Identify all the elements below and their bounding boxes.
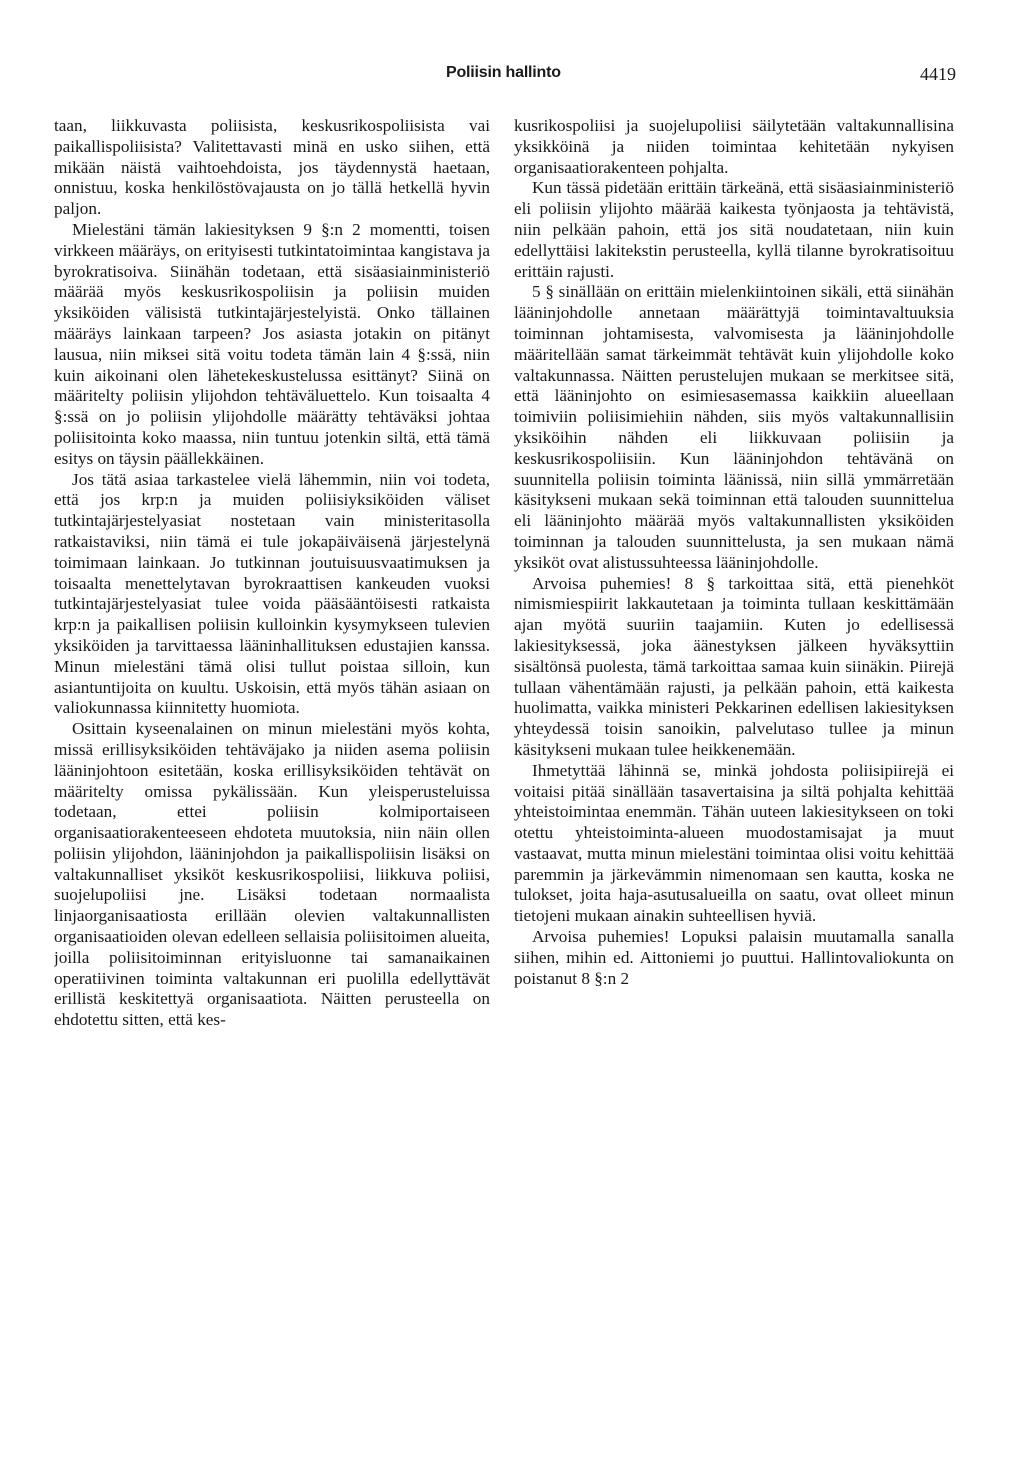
paragraph: Jos tätä asiaa tarkastelee vielä lähemmin, niin voi todeta, että jos krp:n ja muiden poliisiyksiköiden väliset tutkintajärjestelyasiat nostetaan vain ministeritasolla ratkaistaviksi, niin tämä ei tule jokapäiväisenä järjestelynä toimimaan lainkaan. Jo tutkinnan joutuisuusvaatimuksen ja toisaalta menettelytavan byrokraattisen kankeuden vuoksi tutkintajärjestelyasiat tulee voida pääsääntöisesti ratkaista krp:n ja paikallisen poliisin kulloinkin kysymykseen tulevien yksiköiden ja tarvittaessa lääninhallituksen edustajien kanssa. Minun mielestäni tämä olisi tullut poistaa silloin, kun asiantuntijoita on kuultu. Uskoisin, että myös tähän asiaan on valiokunnassa kiinnitetty huomiota. bbox=[54, 469, 490, 718]
right-column bbox=[514, 116, 954, 1416]
paragraph: Arvoisa puhemies! Lopuksi palaisin muutamalla sanalla siihen, mihin ed. Aittoniemi jo puuttui. Hallintovaliokunta on poistanut 8 §:n 2 bbox=[514, 927, 954, 988]
paragraph: Ihmetyttää lähinnä se, minkä johdosta poliisipiirejä ei voitaisi pitää sinällään tasavertaisina ja siltä pohjalta kehittää yhteistoimintaa enemmän. Tähän uuteen lakiesitykseen on toki otettu yhteistoiminta-alueen muodostamisajat ja muut vastaavat, mutta minun mielestäni toimintaa olisi voitu kehittää paremmin ja järkevämmin nimenomaan sen kautta, koska ne tulokset, joita haja-asutusalueilla on saatu, ovat olleet minun tietojeni mukaan ainakin suhteellisen hyviä. bbox=[514, 760, 954, 926]
left-column bbox=[54, 116, 490, 1416]
paragraph: kusrikospoliisi ja suojelupoliisi säilytetään valtakunnallisina yksikköinä ja niiden toimintaa kehitetään nykyisen organisaatiorakenteen pohjalta. bbox=[514, 116, 954, 177]
running-header bbox=[0, 64, 1024, 88]
running-title: Poliisin hallinto bbox=[446, 64, 561, 81]
paragraph: taan, liikkuvasta poliisista, keskusrikospoliisista vai paikallispoliisista? Valitettavasti minä en usko siihen, että mikään näistä vaihtoehdoista, jos täydennystä haetaan, onnistuu, koska henkilöstövajausta on jo tällä hetkellä hyvin paljon. bbox=[54, 116, 490, 219]
paragraph: Kun tässä pidetään erittäin tärkeänä, että sisäasiainministeriö eli poliisin ylijohto määrää kaikesta työnjaosta ja tehtävistä, niin pelkään pahoin, että jos sitä noudatetaan, niin kuin edellyttäisi lakitekstin perusteella, kyllä tilanne byrokratisoituu erittäin rajusti. bbox=[514, 178, 954, 281]
paragraph: Arvoisa puhemies! 8 § tarkoittaa sitä, että pienehköt nimismiespiirit lakkautetaan ja toiminta tullaan keskittämään ajan myötä suuriin taajamiin. Kuten jo edellisessä lakiesityksessä, joka äänestyksen jälkeen hyväksyttiin sisältönsä puolesta, tämä tarkoittaa samaa kuin siinäkin. Piirejä tullaan vähentämään rajusti, ja pelkään pahoin, että kaikesta huolimatta, vaikka ministeri Pekkarinen edellisen lakiesityksen yhteydessä toisin sanoikin, palvelutaso tullee ja minun käsitykseni mukaan tulee heikkenemään. bbox=[514, 573, 954, 759]
paragraph: 5 § sinällään on erittäin mielenkiintoinen sikäli, että siinähän lääninjohdolle annetaan määrättyjä toimintavaltuuksia toiminnan johtamisesta, valvomisesta ja lääninjohdolle määritellään samat tärkeimmät tehtävät kuin ylijohdolle koko valtakunnassa. Näitten perustelujen mukaan se merkitsee sitä, että lääninjohto on esimiesasemassa kaikkiin alueellaan toimiviin poliisimiehiin nähden, siis myös valtakunnallisiin yksiköihin nähden eli liikkuvaan poliisiin ja keskusrikospoliisiin. Kun lääninjohdon tehtävänä on suunnitella poliisin toiminta läänissä, niin sillä ymmärretään käsitykseni mukaan sekä toiminnan että talouden suunnittelua eli lääninjohto määrää myös valtakunnallisten yksiköiden toiminnan ja talouden suunnittelusta, ja sen mukaan nämä yksiköt ovat alistussuhteessa lääninjohdolle. bbox=[514, 282, 954, 572]
paragraph: Mielestäni tämän lakiesityksen 9 §:n 2 momentti, toisen virkkeen määräys, on erityisesti tutkintatoimintaa kangistava ja byrokratisoiva. Siinähän todetaan, että sisäasiainministeriö määrää myös keskusrikospoliisin ja poliisin muiden yksiköiden välisistä tutkintajärjestelyistä. Onko tällainen määräys lainkaan tarpeen? Jos asiasta jotakin on pitänyt lausua, niin miksei sitä voitu todeta tämän lain 4 §:ssä, niin kuin aikoinani olen lähetekeskustelussa esittänyt? Siinä on määritelty poliisin ylijohdon tehtäväluettelo. Kun toisaalta 4 §:ssä on jo poliisin ylijohdolle määrätty tehtäväksi johtaa poliisitointa koko maassa, niin tuntuu jotenkin siltä, että tämä esitys on täysin päällekkäinen. bbox=[54, 219, 490, 468]
paragraph: Osittain kyseenalainen on minun mielestäni myös kohta, missä erillisyksiköiden tehtäväjako ja niiden asema poliisin lääninjohtoon esitetään, koska erillisyksiköiden tehtävät on määritelty omissa pykälissään. Kun yleisperusteluissa todetaan, ettei poliisin kolmiportaiseen organisaatiorakenteeseen ehdoteta muutoksia, niin näin ollen poliisin ylijohdon, lääninjohdon ja paikallispoliisin lisäksi on valtakunnalliset yksiköt keskusrikospoliisi, liikkuva poliisi, suojelupoliisi jne. Lisäksi todetaan normaalista linjaorganisaatiosta erillään olevien valtakunnallisten organisaatioiden olevan edelleen sellaisia poliisitoimen alueita, joilla poliisitoiminnan erityisluonne tai samanaikainen operatiivinen toiminta valtakunnan eri puolilla edellyttävät erillistä keskitettyä organisaatiota. Näitten perusteella on ehdotettu sitten, että kes- bbox=[54, 719, 490, 1030]
page-number: 4419 bbox=[920, 64, 956, 84]
